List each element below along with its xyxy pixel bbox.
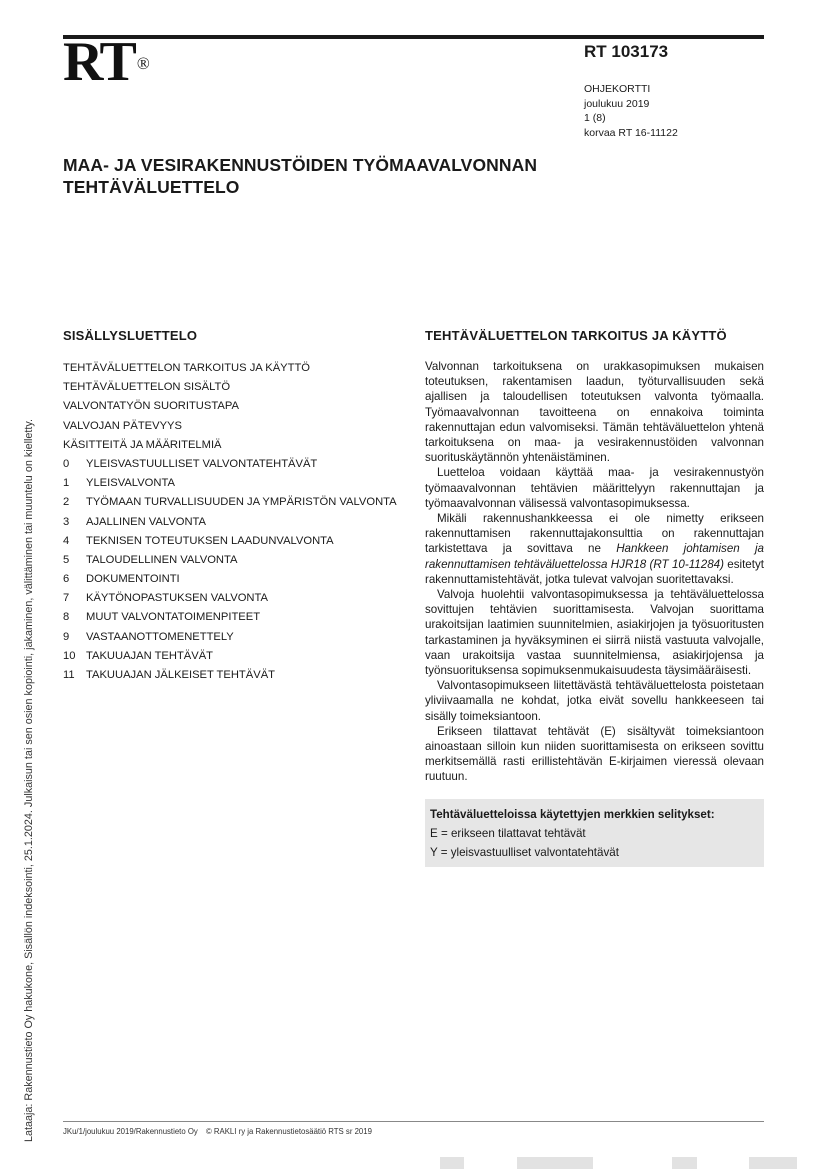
legend-box [425, 799, 764, 867]
toc-item-label: YLEISVALVONTA [86, 477, 175, 490]
decorative-block [749, 1157, 797, 1169]
toc-item-label: VASTAANOTTOMENETTELY [86, 630, 234, 643]
footer-copyright: © RAKLI ry ja Rakennustietosäätiö RTS sr 2019 [205, 1127, 372, 1136]
toc-item: TEHTÄVÄLUETTELON SISÄLTÖ [63, 381, 231, 394]
toc-list [63, 359, 403, 685]
footer [63, 1127, 372, 1137]
purpose-section [425, 327, 764, 867]
footer-left: JKu/1/joulukuu 2019/Rakennustieto Oy [63, 1127, 198, 1136]
download-notice: Lataaja: Rakennustieto Oy hakukone, Sisällön indeksointi, 25.1.2024. Julkaisun tai sen osien kopiointi, jakaminen, välittäminen tai muuntelu on kielletty. [23, 418, 35, 1142]
toc-item-label: MUUT VALVONTATOIMENPITEET [86, 611, 261, 624]
page-title: MAA- JA VESIRAKENNUSTÖIDEN TYÖMAAVALVONNAN TEHTÄVÄLUETTELO [63, 155, 538, 197]
toc-item: KÄSITTEITÄ JA MÄÄRITELMIÄ [63, 438, 222, 451]
toc-item-label: YLEISVASTUULLISET VALVONTATEHTÄVÄT [86, 457, 318, 470]
toc-item-label: DOKUMENTOINTI [86, 573, 180, 586]
decorative-block [672, 1157, 697, 1169]
reference-title: Hankkeen johtamisen ja rakennuttamisen tehtäväluettelossa HJR18 (RT 10-11284) [425, 542, 764, 571]
toc-item-number: 1 [63, 477, 70, 490]
toc-item-label: TAKUUAJAN TEHTÄVÄT [86, 649, 214, 662]
toc-item-label: TALOUDELLINEN VALVONTA [86, 553, 238, 566]
decorative-block [440, 1157, 464, 1169]
toc-item-number: 9 [63, 630, 70, 643]
toc-item-number: 7 [63, 592, 70, 605]
purpose-heading: TEHTÄVÄLUETTELON TARKOITUS JA KÄYTTÖ [425, 328, 727, 343]
toc-item-number: 0 [63, 457, 70, 470]
meta-type: OHJEKORTTI [584, 83, 651, 95]
toc-item [63, 513, 403, 532]
toc-item [63, 628, 403, 647]
toc-heading: SISÄLLYSLUETTELO [63, 328, 198, 343]
toc-item [63, 666, 403, 685]
header-rule [63, 35, 764, 39]
toc-item-number: 3 [63, 515, 70, 528]
paragraph: Mikäli rakennushankkeessa ei ole nimetty erikseen rakennuttamisen rakennuttajakonsulttia on rakennuttajan tarkistettava ja sovittava ne Hankkeen johtamisen ja rakennuttamisen tehtäväluettelossa HJR18 (RT 10-11284) esitetyt rakennuttamistehtävät, jotka tulevat valvojan suoritettavaksi. [425, 512, 764, 586]
decorative-block [517, 1157, 593, 1169]
legend-e: E = erikseen tilattavat tehtävät [430, 826, 586, 840]
toc-item-label: TYÖMAAN TURVALLISUUDEN JA YMPÄRISTÖN VALVONTA [86, 496, 397, 509]
toc-item [63, 551, 403, 570]
toc-item [63, 570, 403, 589]
toc-item-label: KÄYTÖNOPASTUKSEN VALVONTA [86, 592, 268, 605]
toc-item-number: 11 [63, 669, 75, 681]
toc-item-number: 8 [63, 611, 70, 624]
toc-item-label: AJALLINEN VALVONTA [86, 515, 206, 528]
toc-item-number: 2 [63, 496, 70, 509]
table-of-contents [63, 327, 403, 685]
legend-y: Y = yleisvastuulliset valvontatehtävät [430, 845, 619, 859]
document-meta [584, 82, 678, 140]
toc-item-label: TAKUUAJAN JÄLKEISET TEHTÄVÄT [86, 669, 275, 681]
paragraph: Valvonnan tarkoituksena on urakkasopimuksen mukaisen toteutuksen, rakentamisen laadun, työturvallisuuden sekä ajallisen ja taloudellisen toteutuksen valvonta työmaalla. Työmaavalvonnan tavoitteena on ennakoiva toiminta rakennuttajan edun valvomiseksi. Tämän tehtäväluettelon yhtenä tarkoituksena on maa- ja vesirakennustöiden valvonnan suorituskäytännön yhtenäistäminen. [425, 360, 764, 465]
legend-heading: Tehtäväluetteloissa käytettyjen merkkien selitykset: [430, 807, 715, 821]
paragraph: Erikseen tilattavat tehtävät (E) sisältyvät toimeksiantoon ainoastaan silloin kun niiden suorittamisesta on erikseen sovittu merkitsemällä rasti erillistehtävän E-kirjaimen vieressä olevaan ruutuun. [425, 724, 764, 784]
toc-item [63, 493, 403, 512]
meta-date: joulukuu 2019 [584, 97, 650, 110]
toc-item: VALVONTATYÖN SUORITUSTAPA [63, 400, 239, 413]
rt-logo: RT ® [63, 31, 150, 93]
toc-item: TEHTÄVÄLUETTELON TARKOITUS JA KÄYTTÖ [63, 362, 310, 374]
toc-item [63, 532, 403, 551]
toc-item: VALVOJAN PÄTEVYYS [63, 419, 182, 432]
toc-item-number: 5 [63, 553, 70, 566]
toc-item [63, 474, 403, 493]
paragraph: Luetteloa voidaan käyttää maa- ja vesirakennustyön työmaavalvonnan tehtävien määrittelyyn rakennuttajan ja työmaavalvonnan välisessä valvontasopimuksessa. [425, 466, 764, 510]
footer-rule [63, 1121, 764, 1122]
meta-page: 1 (8) [584, 112, 606, 124]
document-code: RT 103173 [584, 42, 669, 61]
paragraph: Valvoja huolehtii valvontasopimuksessa ja tehtäväluettelossa sovittujen tehtävien suorittamisesta. Valvojan suorittama urakoitsijan laatimien suunnitelmien, asiakirjojen ja työsuoritusten tarkastaminen ja hyväksyminen ei siirrä niistä vastuuta valvojalle, vaan urakoitsija vastaa suunnitelmiensa, asiakirjojensa ja työnsuorituksensa sopimuksenmukaisuudesta täysimääräisesti. [425, 588, 764, 678]
toc-item [63, 608, 403, 627]
toc-item-label: TEKNISEN TOTEUTUKSEN LAADUNVALVONTA [86, 534, 334, 547]
toc-item [63, 647, 403, 666]
toc-item-number: 6 [63, 573, 70, 586]
toc-item-number: 10 [63, 649, 76, 662]
toc-item [63, 455, 403, 474]
paragraph: Valvontasopimukseen liitettävästä tehtäväluettelosta poistetaan yliviivaamalla ne kohdat, jotka eivät sovellu hankkeeseen tai sisälly toimeksiantoon. [425, 679, 764, 723]
toc-item [63, 589, 403, 608]
toc-item-number: 4 [63, 534, 70, 547]
meta-replaces: korvaa RT 16-11122 [584, 126, 678, 139]
